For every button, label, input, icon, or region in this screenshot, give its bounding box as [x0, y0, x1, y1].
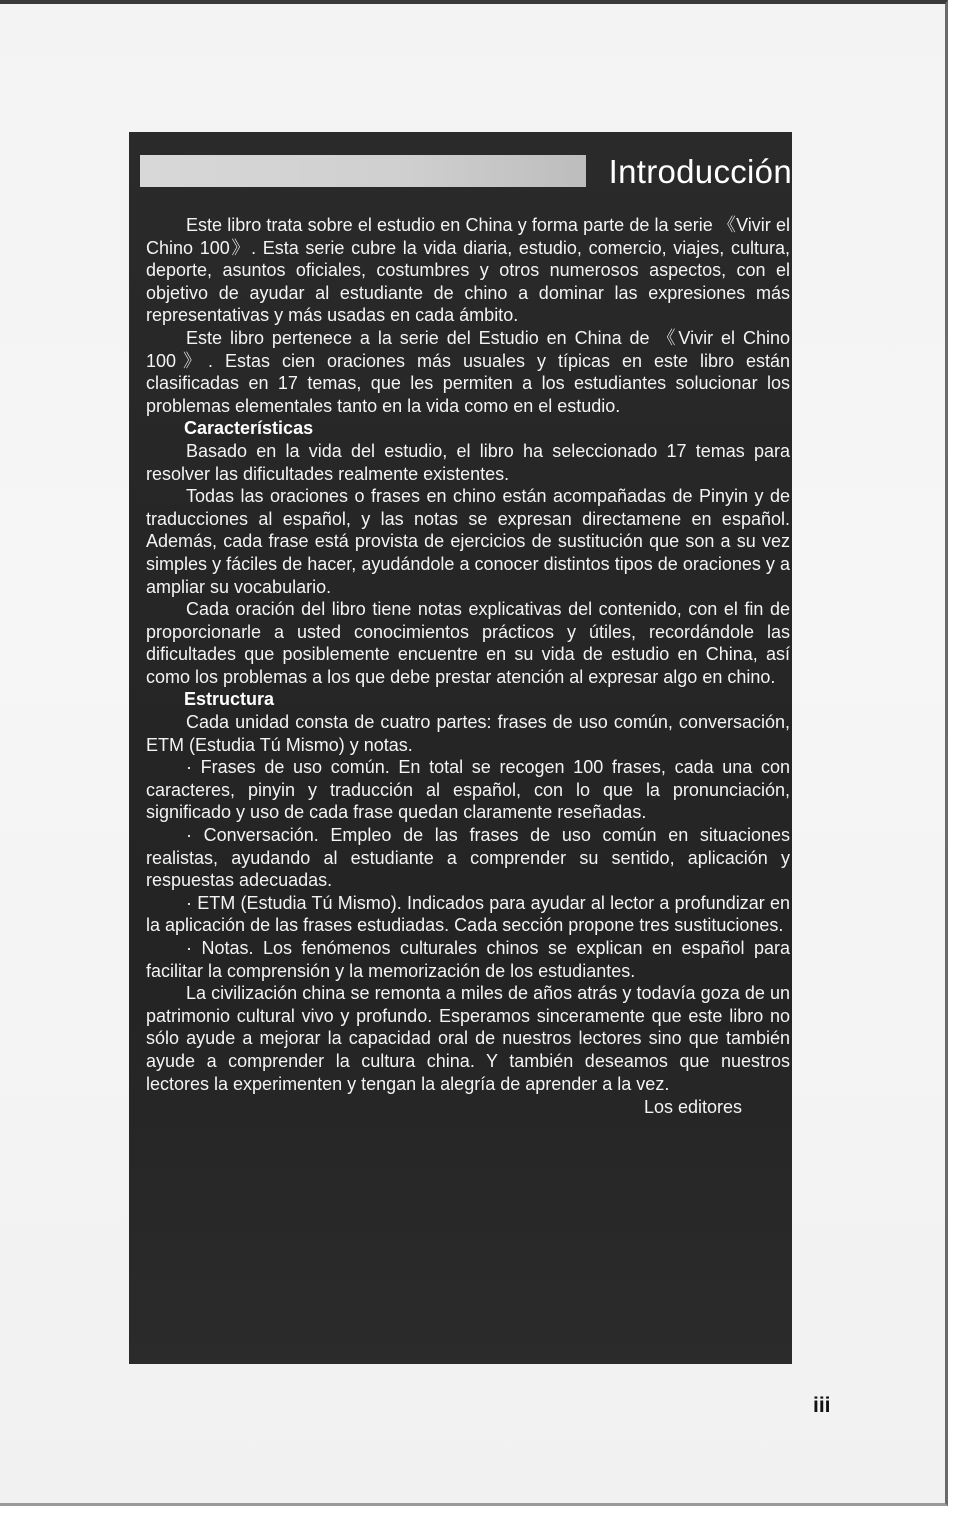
closing-paragraph: La civilización china se remonta a miles de años atrás y todavía goza de un patrimonio cultural vivo y profundo. Esperamos sinceramente que este libro no sólo ayude a mejorar la capacidad oral de nuestros lectores sino que también ayude a comprender la cultura china. Y también deseamos que nuestros lectores la experimenten y tengan la alegría de aprender a la vez.: [146, 983, 790, 1094]
intro-paragraph: Este libro pertenece a la serie del Estudio en China de 《Vivir el Chino 100》. Estas cien oraciones más usuales y típicas en este libro están clasificadas en 17 temas, que les permiten a los estudiantes solucionar los problemas elementales tanto en la vida como en el estudio.: [146, 327, 790, 416]
features-heading: Características: [184, 418, 314, 439]
structure-item-conversacion: · Conversación. Empleo de las frases de uso común en situaciones realistas, ayudando al estudiante a comprender su sentido, aplicación y respuestas adecuadas.: [146, 825, 790, 891]
structure-item-etm: · ETM (Estudia Tú Mismo). Indicados para ayudar al lector a profundizar en la aplicación de las frases estudiadas. Cada sección propone tres sustituciones.: [146, 892, 790, 936]
title-band: [140, 155, 586, 187]
intro-paragraph: Este libro trata sobre el estudio en China y forma parte de la serie 《Vivir el Chino 100》. Esta serie cubre la vida diaria, estudio, comercio, viajes, cultura, deporte, asuntos oficiales, costumbres y otros numerosos aspectos, con el objetivo de ayudar al estudiante de chino a dominar las expresiones más representativas y más usadas en cada ámbito.: [146, 215, 790, 326]
structure-item-frases: · Frases de uso común. En total se recogen 100 frases, cada una con caracteres, pinyin y traducción al español, con lo que la pronunciación, significado y uso de cada frase quedan claramente reseñadas.: [146, 757, 790, 823]
body-text: [146, 214, 790, 1119]
structure-item-notas: · Notas. Los fenómenos culturales chinos se explican en español para facilitar la comprensión y la memorización de los estudiantes.: [146, 938, 790, 981]
features-paragraph: Todas las oraciones o frases en chino están acompañadas de Pinyin y de traducciones al español, y las notas se expresan directamene en español. Además, cada frase está provista de ejercicios de sustitución que son a su vez simples y fáciles de hacer, ayudándole a conocer distintos tipos de oraciones y a ampliar su vocabulario.: [146, 486, 790, 597]
features-paragraph: Basado en la vida del estudio, el libro ha seleccionado 17 temas para resolver las dificultades realmente existentes.: [146, 440, 790, 484]
page-title: Introducción: [608, 153, 792, 190]
features-paragraph: Cada oración del libro tiene notas explicativas del contenido, con el fin de proporcionarle a usted conocimientos prácticos y útiles, recordándole las dificultades que posiblemente encuentre en su vida de estudio en China, así como los problemas a los que debe prestar atención al expresar algo en chino.: [146, 599, 790, 687]
structure-paragraph: Cada unidad consta de cuatro partes: frases de uso común, conversación, ETM (Estudia Tú Mismo) y notas.: [146, 712, 790, 755]
signature: Los editores: [643, 1097, 742, 1118]
page-number: iii: [813, 1394, 831, 1417]
structure-heading: Estructura: [184, 689, 275, 710]
